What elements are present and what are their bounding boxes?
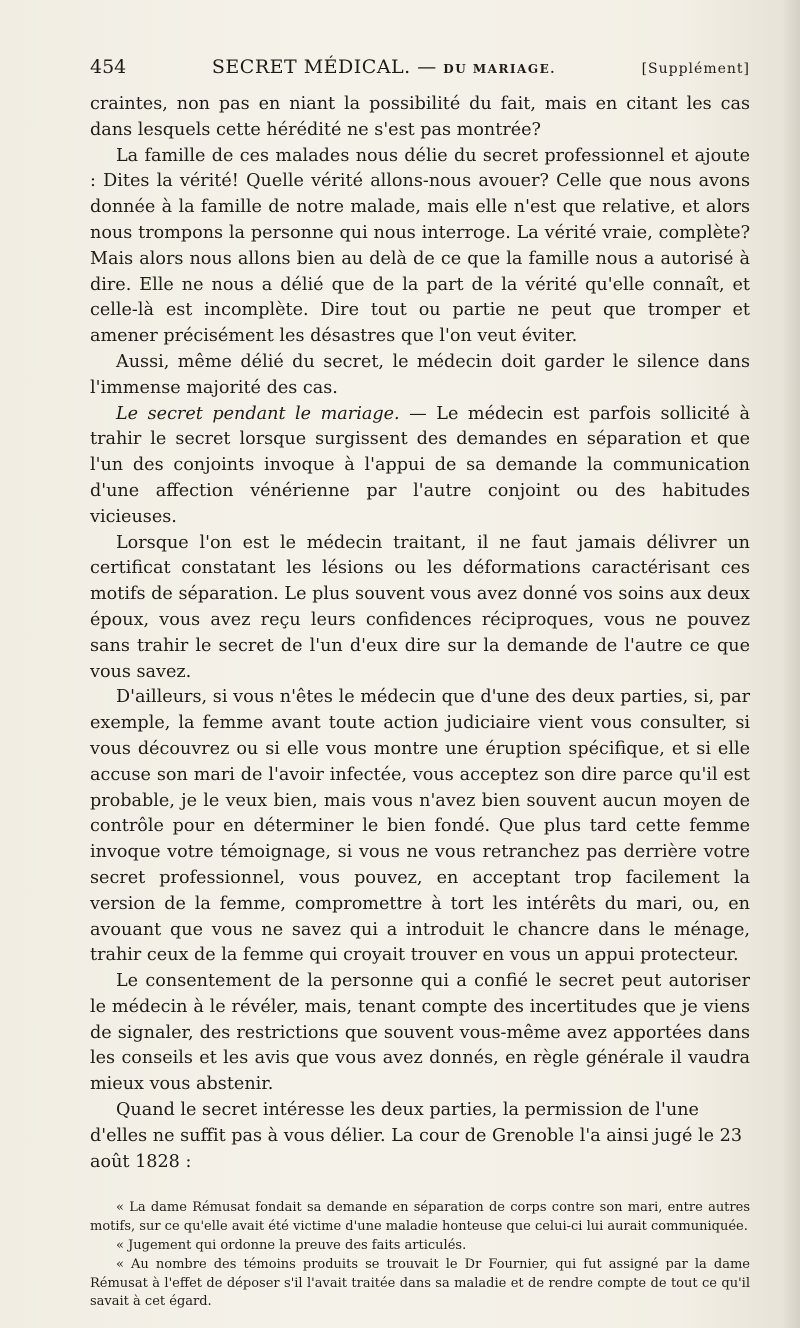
paragraph: D'ailleurs, si vous n'êtes le médecin que d'une des deux parties, si, par exemple, la femme avant toute action judiciaire vient vous consulter, si vous découvrez ou si elle vous montre une éruption spécifique, et si elle accuse son mari de l'avoir infectée, vous acceptez son dire parce qu'il est probable, je le veux bien, mais vous n'avez bien souvent aucun moyen de contrôle pour en déterminer le bien fondé. Que plus tard cette femme invoque votre témoignage, si vous ne vous retranchez pas derrière votre secret professionnel, vous pouvez, en acceptant trop facilement la version de la femme, compromettre à tort les intérêts du mari, ou, en avouant que vous ne savez qui a introduit le chancre dans le ménage, trahir ceux de la femme qui croyait trouver en vous un appui protecteur. [90, 687, 750, 966]
main-text [90, 92, 750, 1175]
paragraph: Lorsque l'on est le médecin traitant, il ne faut jamais délivrer un certificat constatant les lésions ou les déformations caractérisant ces motifs de séparation. Le plus souvent vous avez donné vos soins aux deux époux, vous avez reçu leurs confidences réciproques, vous ne pouvez sans trahir le secret de l'un d'eux dire sur la demande de l'autre ce que vous savez. [90, 532, 750, 682]
section-heading: Le secret pendant le mariage. [116, 403, 400, 424]
footnote: « Jugement qui ordonne la preuve des faits articulés. [116, 1238, 467, 1254]
section-label: [Supplément] [641, 61, 750, 77]
section-paragraph [90, 402, 750, 531]
paragraph: craintes, non pas en niant la possibilité du fait, mais en citant les cas dans lesquels cette hérédité ne s'est pas montrée? [90, 94, 750, 140]
page-number: 454 [90, 56, 127, 78]
paragraph: Aussi, même délié du secret, le médecin doit garder le silence dans l'immense majorité des cas. [90, 351, 750, 398]
quoted-judgment [90, 1199, 750, 1312]
section-paragraph-text: — Le médecin est parfois sollicité à trahir le secret lorsque surgissent des demandes en séparation et que l'un des conjoints invoque à l'appui de sa demande la communication d'une affection vénérienne par l'autre conjoint ou des habitudes vicieuses. [90, 403, 750, 527]
footnote: « Au nombre des témoins produits se trouvait le Dr Fournier, qui fut assigné par la dame Rémusat à l'effet de déposer s'il l'avait traitée dans sa maladie et de rendre compte de tout ce qu'il savait à cet égard. [90, 1256, 750, 1310]
running-title-separator: — [410, 56, 444, 78]
paragraph: La famille de ces malades nous délie du secret professionnel et ajoute : Dites la vérité! Quelle vérité allons-nous avouer? Celle que nous avons donnée à la famille de notre malade, mais elle n'est que relative, et alors nous trompons la personne qui nous interroge. La vérité vraie, complète? Mais alors nous allons bien au delà de ce que la famille nous a autorisé à dire. Elle ne nous a délié que de la part de la vérité qu'elle connaît, et celle-là est incomplète. Dire tout ou partie ne peut que tromper et amener précisément les désastres que l'on veut éviter. [90, 145, 750, 347]
paragraph: Le consentement de la personne qui a confié le secret peut autoriser le médecin à le révéler, mais, tenant compte des incertitudes que je viens de signaler, des restrictions que souvent vous-même avez apportées dans les conseils et les avis que vous avez donnés, en règle générale il vaudra mieux vous abstenir. [90, 971, 750, 1095]
footnote: « La dame Rémusat fondait sa demande en séparation de corps contre son mari, entre autres motifs, sur ce qu'elle avait été victime d'une maladie honteuse que celui-ci lui aurait communiquée. [90, 1200, 750, 1235]
running-title-sub: DU MARIAGE. [443, 62, 556, 76]
paragraph: Quand le secret intéresse les deux parties, la permission de l'une d'elles ne suffit pas à vous délier. La cour de Grenoble l'a ainsi jugé le 23 août 1828 : [90, 1100, 743, 1172]
page-gutter-shadow [782, 0, 800, 1328]
running-title [212, 56, 556, 78]
running-title-main: SECRET MÉDICAL. [211, 56, 411, 78]
running-head [90, 56, 750, 86]
